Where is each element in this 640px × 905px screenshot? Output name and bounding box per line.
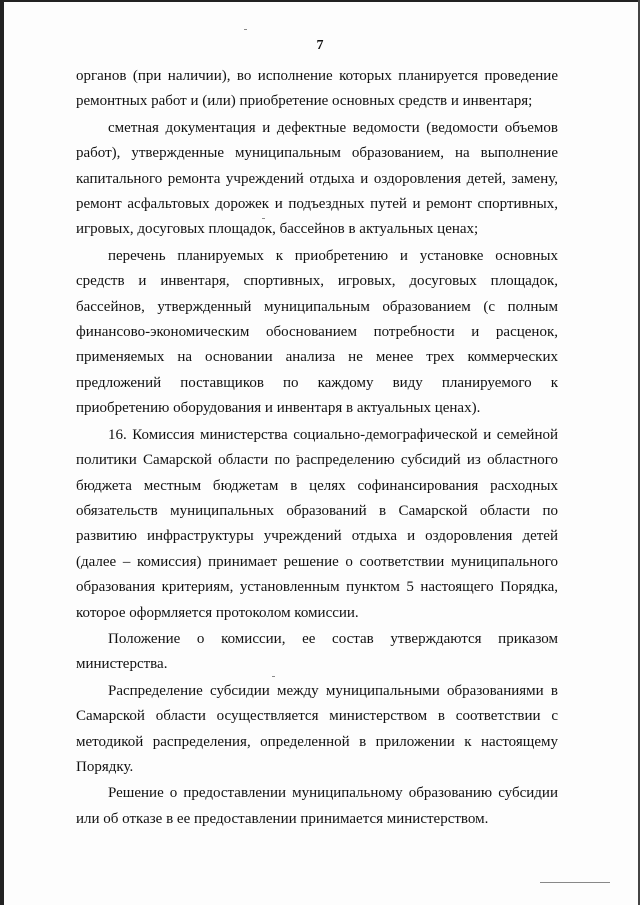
paragraph-2: сметная документация и дефектные ведомости (ведомости объемов работ), утвержденные муниципальным образованием, на выполнение капитального ремонта учреждений отдыха и оздоровления детей, замену, ремонт асфальтовых дорожек и подъездных путей и ремонт спортивных, игровых, досуговых площадок, бассейнов в актуальных ценах;	[76, 119, 558, 238]
paragraph-4: 16. Комиссия министерства социально-демографической и семейной политики Самарской области по распределению субсидий из областного бюджета местным бюджетам в целях софинансирования расходных обязательств муниципальных образований в Самарской области по развитию инфраструктуры учреждений отдыха и оздоровления детей (далее – комиссия) принимает решение о соответствии муниципального образования критериям, установленным пунктом 5 настоящего Порядка, которое оформляется протоколом комиссии.	[76, 426, 558, 621]
paragraph-5: Положение о комиссии, ее состав утверждаются приказом министерства.	[76, 630, 558, 673]
paragraph-1: органов (при наличии), во исполнение которых планируется проведение ремонтных работ и (или) приобретение основных средств и инвентаря;	[76, 68, 558, 110]
body-text	[76, 64, 558, 832]
paragraph-3: перечень планируемых к приобретению и установке основных средств и инвентаря, спортивных, игровых, досуговых площадок, бассейнов, утвержденный муниципальным образованием (с полным финансово-экономическим обоснованием потребности и расценок, применяемых на основании анализа не менее трех коммерческих предложений поставщиков по каждому виду планируемого к приобретению оборудования и инвентаря в актуальных ценах).	[76, 247, 558, 417]
paragraph-7: Решение о предоставлении муниципальному образованию субсидии или об отказе в ее предоставлении принимается министерством.	[76, 785, 558, 827]
scan-speck	[244, 29, 247, 30]
scan-edge-left	[0, 0, 4, 905]
paragraph-6: Распределение субсидии между муниципальными образованиями в Самарской области осуществляется министерством в соответствии с методикой распределения, определенной в приложении к настоящему Порядку.	[76, 682, 558, 775]
scan-edge-top	[0, 0, 640, 2]
scan-bottom-rule	[540, 882, 610, 883]
page-number: 7	[316, 38, 324, 53]
